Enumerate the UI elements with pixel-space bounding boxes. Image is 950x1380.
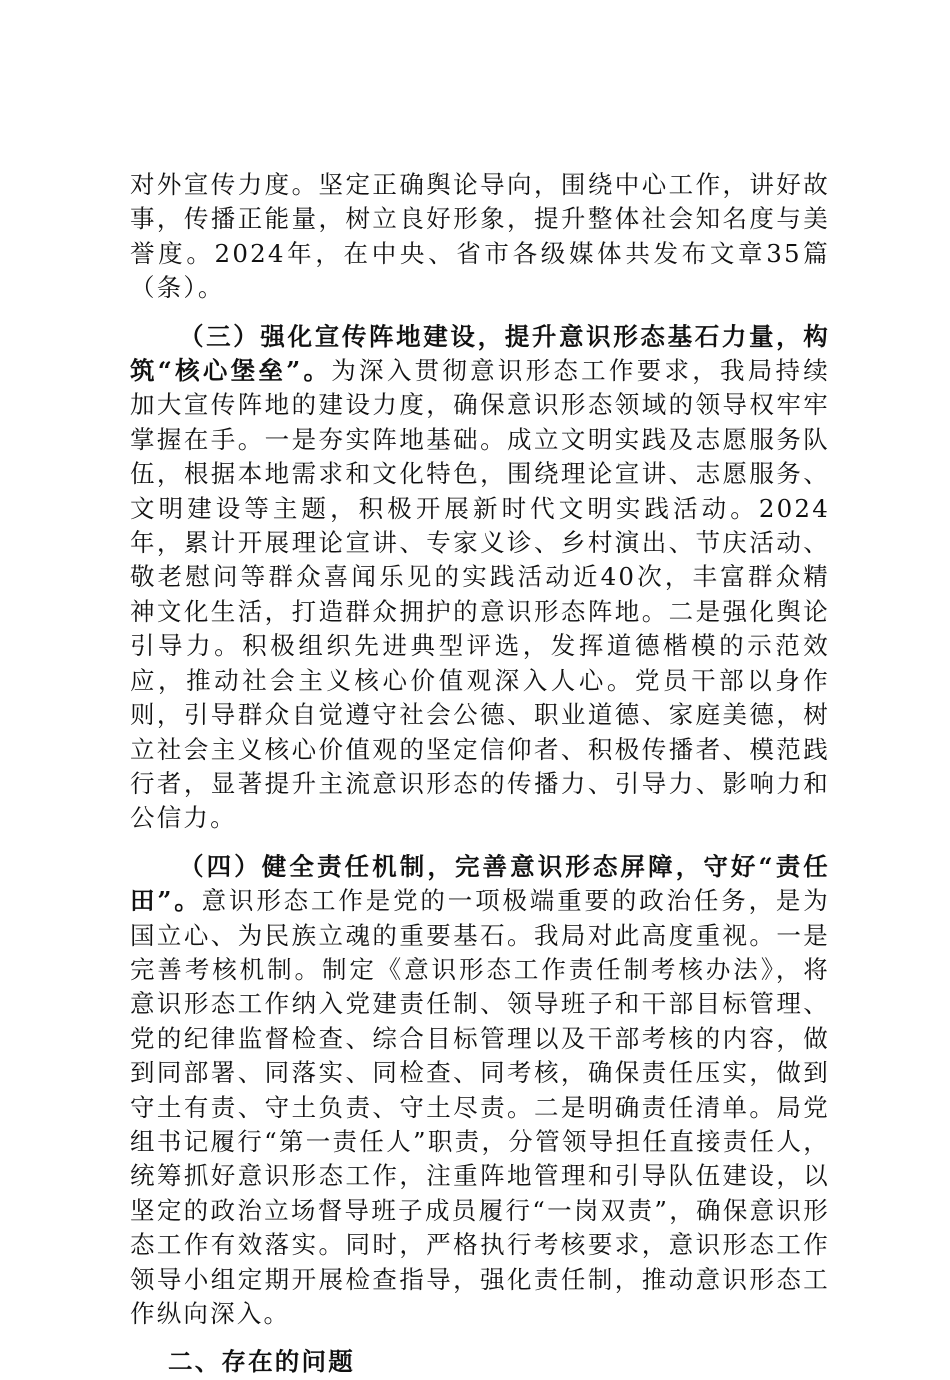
section-3-paragraph	[130, 320, 830, 836]
chapter-heading-problems: 二、存在的问题	[168, 1347, 355, 1377]
document-page	[130, 168, 830, 1380]
section-4-paragraph	[130, 850, 830, 1332]
paragraph-continuation: 对外宣传力度。坚定正确舆论导向，围绕中心工作，讲好故事，传播正能量，树立良好形象，提升整体社会知名度与美誉度。2024年，在中央、省市各级媒体共发布文章35篇（条）。	[130, 170, 830, 303]
section-4-heading: （四）健全责任机制，完善意识形态屏障，守好“责任田”。	[130, 851, 830, 916]
section-4-body: 意识形态工作是党的一项极端重要的政治任务，是为国立心、为民族立魂的重要基石。我局对此高度重视。一是完善考核机制。制定《意识形态工作责任制考核办法》，将意识形态工作纳入党建责任制、领导班子和干部目标管理、党的纪律监督检查、综合目标管理以及干部考核的内容，做到同部署、同落实、同检查、同考核，确保责任压实，做到守土有责、守土负责、守土尽责。二是明确责任清单。局党组书记履行“第一责任人”职责，分管领导担任直接责任人，统筹抓好意识形态工作，注重阵地管理和引导队伍建设，以坚定的政治立场督导班子成员履行“一岗双责”，确保意识形态工作有效落实。同时，严格执行考核要求，意识形态工作领导小组定期开展检查指导，强化责任制，推动意识形态工作纵向深入。	[130, 886, 830, 1328]
section-3-heading: （三）强化宣传阵地建设，提升意识形态基石力量，构筑“核心堡垒”。	[130, 321, 830, 386]
section-3-body: 为深入贯彻意识形态工作要求，我局持续加大宣传阵地的建设力度，确保意识形态领域的领导权牢牢掌握在手。一是夯实阵地基础。成立文明实践及志愿服务队伍，根据本地需求和文化特色，围绕理论宣讲、志愿服务、文明建设等主题，积极开展新时代文明实践活动。2024年，累计开展理论宣讲、专家义诊、乡村演出、节庆活动、敬老慰问等群众喜闻乐见的实践活动近40次，丰富群众精神文化生活，打造群众拥护的意识形态阵地。二是强化舆论引导力。积极组织先进典型评选，发挥道德楷模的示范效应，推动社会主义核心价值观深入人心。党员干部以身作则，引导群众自觉遵守社会公德、职业道德、家庭美德，树立社会主义核心价值观的坚定信仰者、积极传播者、模范践行者，显著提升主流意识形态的传播力、引导力、影响力和公信力。	[130, 356, 830, 833]
